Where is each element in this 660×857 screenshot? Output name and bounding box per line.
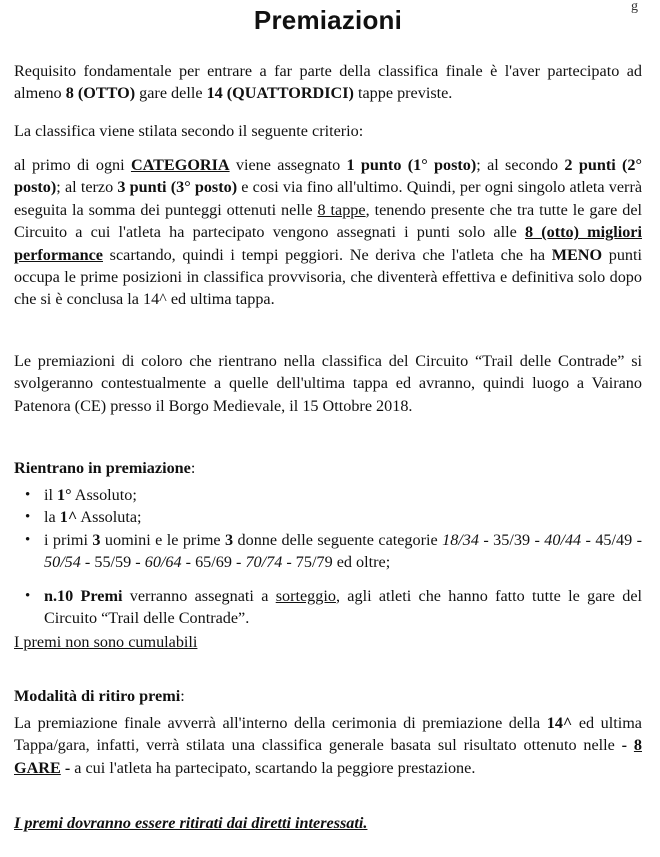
awards-note: I premi non sono cumulabili bbox=[14, 633, 198, 651]
corner-mark: g bbox=[631, 0, 638, 14]
awards-list-draw bbox=[14, 585, 642, 630]
list-item: • il 1° Assoluto; bbox=[14, 484, 642, 506]
list-item: • la 1^ Assoluta; bbox=[14, 506, 642, 528]
page-title: Premiazioni bbox=[253, 5, 403, 35]
final-note: I premi dovranno essere ritirati dai diretti interessati. bbox=[14, 814, 368, 832]
paragraph-scoring-rules: al primo di ogni CATEGORIA viene assegnato 1 punto (1° posto); al secondo 2 punti (2° posto); al terzo 3 punti (3° posto) e cosi via fino all'ultimo. Quindi, per ogni singolo atleta verrà eseguita la somma dei punteggi ottenuti nelle 8 tappe, tenendo presente che tra tutte le gare del Circuito a cui l'atleta ha partecipato vengono assegnati i punti solo alle 8 (otto) migliori performance scartando, quindi i tempi peggiori. Ne deriva che l'atleta che ha MENO punti occupa le prime posizioni in classifica provvisoria, che diventerà effettiva e definitiva solo dopo che si è conclusa la 14^ ed ultima tappa. bbox=[14, 156, 643, 309]
list-item: • i primi 3 uomini e le prime 3 donne delle seguente categorie 18/34 - 35/39 - 40/44 - 45/49 - 50/54 - 55/59 - 60/64 - 65/69 - 70/74 - 75/79 ed oltre; bbox=[25, 530, 643, 572]
paragraph-requirements: Requisito fondamentale per entrare a far parte della classifica finale è l'aver partecipato ad almeno 8 (OTTO) gare delle 14 (QUATTORDICI) tappe previste. bbox=[14, 62, 642, 103]
bullet-icon: • bbox=[25, 487, 31, 503]
bullet-icon: • bbox=[25, 588, 31, 604]
pickup-heading: Modalità di ritiro premi: bbox=[14, 687, 185, 705]
bullet-icon: • bbox=[25, 531, 31, 548]
awards-heading: Rientrano in premiazione: bbox=[14, 459, 196, 477]
list-item: • n.10 Premi verranno assegnati a sorteggio, agli atleti che hanno fatto tutte le gare del Circuito “Trail delle Contrade”. bbox=[25, 587, 643, 628]
paragraph-pickup-details: La premiazione finale avverrà all'interno della cerimonia di premiazione della 14^ ed ultima Tappa/gara, infatti, verrà stilata una classifica generale basata sul risultato ottenuto nelle - 8 GARE - a cui l'atleta ha partecipato, scartando la peggiore prestazione. bbox=[14, 714, 642, 777]
paragraph-ceremony-info: Le premiazioni di coloro che rientrano nella classifica del Circuito “Trail delle Contrade” si svolgeranno contestualmente a quelle dell'ultima tappa ed avranno, quindi luogo a Vairano Patenora (CE) presso il Borgo Medievale, il 15 Ottobre 2018. bbox=[14, 352, 642, 415]
paragraph-criteria-intro: La classifica viene stilata secondo il seguente criterio: bbox=[14, 122, 364, 140]
awards-list bbox=[14, 484, 642, 574]
bullet-icon: • bbox=[25, 509, 31, 526]
